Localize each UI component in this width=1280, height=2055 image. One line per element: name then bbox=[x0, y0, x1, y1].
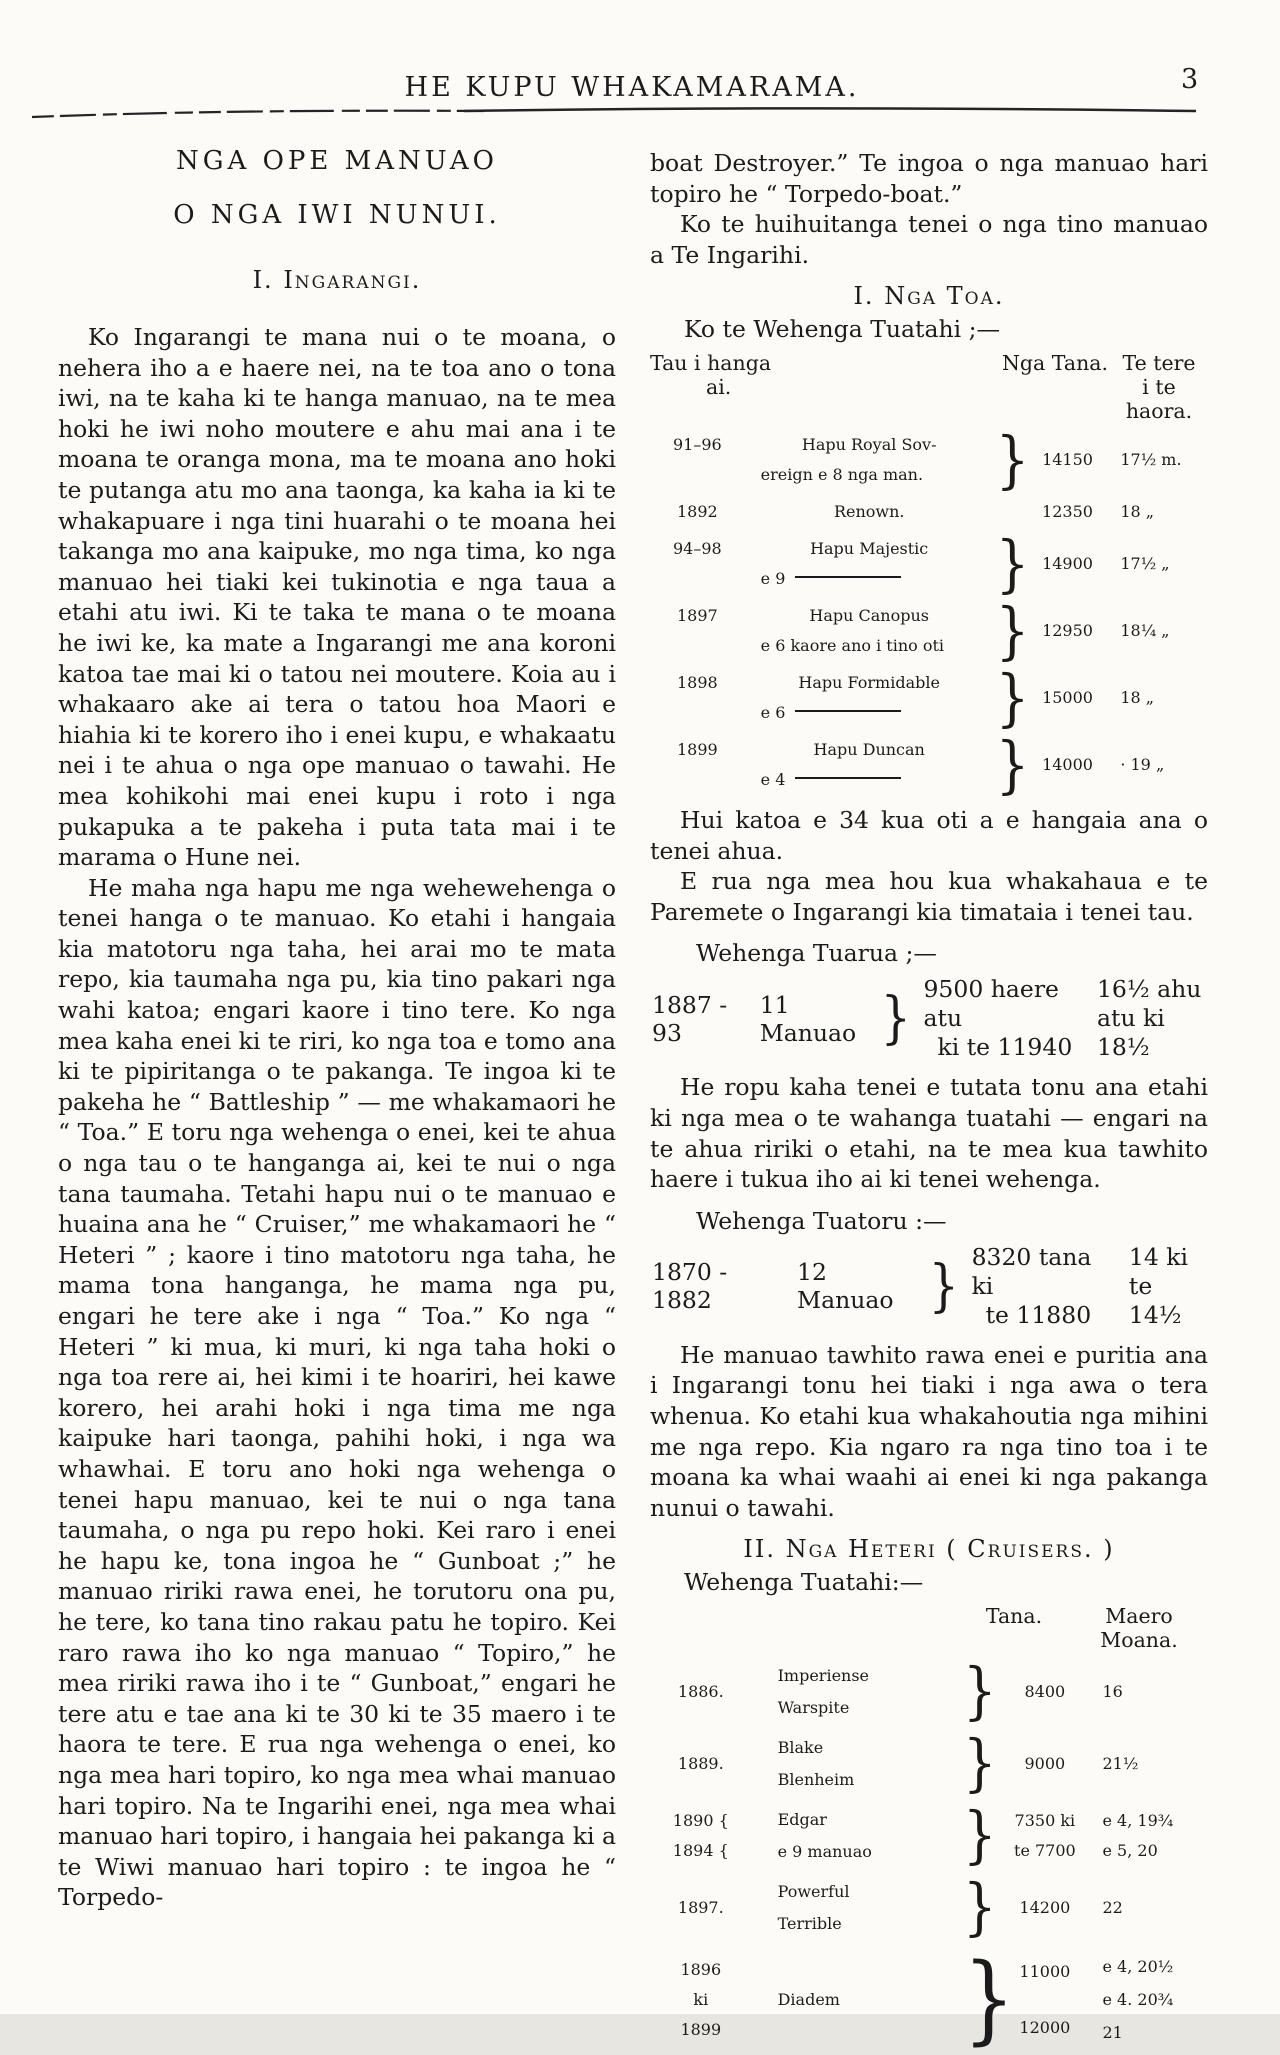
table-row bbox=[650, 593, 1208, 667]
speed-value: 18¼ „ bbox=[1120, 621, 1170, 641]
left-column bbox=[58, 140, 616, 2052]
range-values: e 4, 19¾ e 5, 20 bbox=[1102, 1810, 1174, 1860]
paragraph: He ropu kaha tenei e tutata tonu ana etahi ki nga mea o te wahanga tuatahi — engari na te ahua ririki o etahi, na te mea kua tawhito haere i tukua iho ai ki tenei wehenga. bbox=[650, 1073, 1208, 1194]
year-built: 1898 bbox=[676, 672, 718, 692]
header-spacer bbox=[650, 1604, 955, 1652]
brace-glyph: } bbox=[963, 1726, 997, 1800]
table-row bbox=[650, 1798, 1208, 1872]
paragraph: Ko Ingarangi te mana nui o te moana, o nehera iho a e haere nei, na te toa ano o tona iwi, na te kaha ki te hanga manuao, na te mea hoki he iwi noho moutere e ahu mai ana i te moana te oranga mona, ma te moana ano hoki te putanga atu mo ana taonga, ka kaha ia ki te whakapuare i nga tini huarahi o te moana hei takanga mo ana kaipuke, mo nga tima, ko nga manuao hei tiaki kei tukinotia e nga taua a etahi atu iwi. Ki te taka te mana o te moana he iwi ke, ka mate a Ingarangi me ana koroni katoa tae mai ki o tatou nei moutere. Koia au i whakaaro ake ai tera o tatou hoa Maori e hiahia ki te korero iho i enei kupu, e whakaatu nei i te ahua o nga ope manuao o tawahi. He mea kohikohi mai enei kupu i roto i nga pukapuka a te pakeha i puta tata mai i te marama o Hune nei. bbox=[58, 323, 616, 872]
table-row bbox=[650, 660, 1208, 734]
subheading-wehenga-tuatahi: Ko te Wehenga Tuatahi ;— bbox=[684, 315, 1001, 344]
tons-values: 11000 12000 bbox=[1019, 1961, 1071, 2037]
table-row bbox=[650, 1654, 1208, 1728]
text-columns bbox=[58, 140, 1208, 2055]
ship-class: Hapu Formidable e 6 bbox=[760, 672, 940, 722]
table-row bbox=[650, 526, 1208, 600]
article-title-line-2: O NGA IWI NUNUI. bbox=[173, 200, 501, 230]
year-built: 94–98 bbox=[672, 538, 722, 558]
column-header-speed: Te tere i te haora. bbox=[1122, 350, 1196, 423]
range-value: 16 bbox=[1102, 1681, 1123, 1701]
paragraph: E rua nga mea hou kua whakahaua e te Paremete o Ingarangi kia timataia i tenei tau. bbox=[650, 867, 1208, 926]
paragraph: Hui katoa e 34 kua oti a e hangaia ana o tenei ahua. bbox=[650, 805, 1208, 865]
table-row bbox=[650, 422, 1208, 496]
masthead-title: HE KUPU WHAKAMARAMA. bbox=[404, 72, 860, 103]
tons-value: 12350 bbox=[1042, 502, 1093, 522]
brace-glyph: } bbox=[995, 526, 1030, 600]
ship-names: Diadem bbox=[777, 1989, 840, 2009]
rule-line bbox=[795, 710, 901, 712]
table-row bbox=[650, 1943, 1208, 2055]
brace-glyph: } bbox=[963, 1943, 1016, 2055]
brace-glyph: } bbox=[880, 986, 911, 1052]
brace-glyph: } bbox=[995, 422, 1030, 496]
section-heading-ingarangi: I. Ingarangi. bbox=[252, 266, 422, 294]
year-built: 1897 bbox=[676, 605, 718, 625]
paragraph: Ko te huihuitanga tenei o nga tino manuao a Te Ingarihi. bbox=[650, 210, 1208, 269]
brace-glyph: } bbox=[928, 1253, 959, 1319]
ship-class: Hapu Majestic e 9 bbox=[760, 538, 929, 588]
tons-value: 12950 bbox=[1042, 621, 1093, 641]
column-header-tons: Nga Tana. bbox=[1001, 350, 1109, 375]
tons-value: 9000 bbox=[1024, 1753, 1066, 1773]
speed-range: 16½ ahu atu ki 18½ bbox=[1096, 975, 1202, 1062]
section-heading-nga-heteri: II. Nga Heteri ( Cruisers. ) bbox=[743, 1535, 1115, 1564]
right-column bbox=[650, 140, 1208, 2055]
subheading-wehenga-tuatoru: Wehenga Tuatoru :— bbox=[696, 1206, 947, 1235]
tons-value: 15000 bbox=[1042, 688, 1093, 708]
tons-value: 14150 bbox=[1042, 450, 1093, 470]
header-rule bbox=[24, 102, 1209, 124]
speed-value: 17½ m. bbox=[1120, 450, 1182, 470]
page-number: 3 bbox=[1181, 64, 1199, 95]
paragraph: He maha nga hapu me nga wehewehenga o tenei hanga o te manuao. Ko etahi i hangaia kia matotoru nga taha, hei arai mo te mata repo, kia taumaha nga pu, kia tino pakari nga wahi katoa; engari kaore i tino tere. Ko nga mea kaha enei ki te riri, ko nga toa e tomo ana ki te pipiritanga o te pakanga. Te ingoa ki te pakeha he “ Battleship ” — me whakamaori he “ Toa.” E toru nga wehenga o enei, kei te ahua o nga tau o te hanganga ai, kei te nui o nga tana taumaha. Tetahi hapu nui o te manuao e huaina ana he “ Cruiser,” me whakamaori he “ Heteri ” ; kaore i tino matotoru nga taha, he mama tona hanganga, he mama nga pu, engari he tere ake i nga “ Toa.” Ko nga “ Heteri ” ki mua, ki muri, ki nga taha hoki o nga toa rere ai, hei kimi i te hoariri, hei kawe korero, hei arahi hoki i nga tima me nga kaipuke hari taonga, pahihi hoki, i nga wa whawhai. E toru ano hoki nga wehenga o tenei hapu manuao, kei te nui o nga tana taumaha, o nga pu repo hoki. Kei raro i enei he hapu ke, tona ingoa he “ Gunboat ;” he manuao ririki rawa enei, he torutoru ona pu, he tere, ko tana tino rakau patu he topiro. Kei raro rawa iho ko nga manuao “ Topiro,” he mea ririki rawa iho i te “ Gunboat,” engari he tere atu e tae ana ki te 30 ki te 35 maero i te haora te tere. E rua nga wehenga o enei, ko nga mea hari topiro, ko nga mea whai manuao hari topiro. Na te Ingarihi enei, nga mea whai manuao hari topiro, i hangaia hei pakanga ki a te Wiwi manuao hari topiro : te ingoa he “ Torpedo- bbox=[58, 873, 616, 1912]
speed-range: 14 ki te 14½ bbox=[1128, 1242, 1189, 1329]
ship-names: Imperiense Warspite bbox=[777, 1665, 870, 1717]
brace-glyph: } bbox=[963, 1654, 997, 1728]
battleship-table-header bbox=[650, 351, 1208, 423]
tons-value: 14900 bbox=[1042, 554, 1093, 574]
ship-class: Hapu Duncan e 4 bbox=[760, 739, 925, 789]
article-title-line-1: NGA OPE MANUAO bbox=[176, 146, 498, 176]
paragraph-continuation: boat Destroyer.” Te ingoa o nga manuao hari topiro he “ Torpedo-boat.” bbox=[650, 149, 1208, 208]
section-heading-nga-toa: I. Nga Toa. bbox=[853, 282, 1005, 311]
cruiser-table-header bbox=[650, 1604, 1208, 1652]
paragraph: He manuao tawhito rawa enei e puritia ana i Ingarangi tonu hei tiaki i nga awa o tera whenua. Ko etahi kua whakahoutia nga mihini me nga repo. Kia ngaro ra nga tino toa i te moana ka whai waahi ai enei ki nga pakanga nunui o tawahi. bbox=[650, 1340, 1208, 1522]
table-row bbox=[650, 1870, 1208, 1944]
ship-class: Renown. bbox=[833, 501, 905, 521]
range-values: e 4, 20½ e 4. 20¾ 21 bbox=[1102, 1957, 1174, 2043]
year-built: 91–96 bbox=[672, 434, 722, 454]
year-range: 1887 - 93 bbox=[652, 990, 728, 1047]
ship-count: 11 Manuao bbox=[759, 990, 857, 1047]
ship-class: Hapu Royal Sov- ereign e 8 nga man. bbox=[760, 434, 937, 484]
year-built: 1896 ki 1899 bbox=[680, 1959, 722, 2039]
brace-glyph: } bbox=[963, 1870, 997, 1944]
table-row bbox=[650, 1243, 1208, 1330]
speed-value: 18 „ bbox=[1120, 502, 1155, 522]
tons-value: 14000 bbox=[1042, 755, 1093, 775]
column-header-tons: Tana. bbox=[985, 1603, 1043, 1628]
table-row bbox=[650, 1726, 1208, 1800]
subheading-wehenga-tuatahi-2: Wehenga Tuatahi:— bbox=[684, 1568, 924, 1597]
ship-names: Powerful Terrible bbox=[777, 1881, 850, 1933]
ship-class: Hapu Canopus e 6 kaore ano i tino oti bbox=[760, 605, 945, 655]
tons-range: 8320 tana ki te 11880 bbox=[971, 1242, 1092, 1329]
brace-glyph: } bbox=[995, 593, 1030, 667]
table-row bbox=[650, 975, 1208, 1062]
speed-value: 18 „ bbox=[1120, 688, 1155, 708]
ship-names: Blake Blenheim bbox=[777, 1737, 855, 1789]
year-built: 1892 bbox=[676, 501, 718, 521]
year-range: 1870 - 1882 bbox=[652, 1258, 728, 1315]
year-built: 1897. bbox=[677, 1897, 724, 1917]
tons-value: 8400 bbox=[1024, 1681, 1066, 1701]
table-row bbox=[650, 497, 1208, 527]
brace-glyph: } bbox=[995, 660, 1030, 734]
table-row bbox=[650, 727, 1208, 801]
ship-count: 12 Manuao bbox=[797, 1258, 894, 1315]
tons-value: 14200 bbox=[1019, 1897, 1071, 1917]
ship-names: Edgar e 9 manuao bbox=[777, 1809, 872, 1861]
year-built: 1890 { 1894 { bbox=[672, 1810, 729, 1860]
speed-value: · 19 „ bbox=[1120, 755, 1165, 775]
year-built: 1886. bbox=[677, 1681, 724, 1701]
brace-glyph: } bbox=[995, 727, 1030, 801]
rule-line bbox=[795, 576, 901, 578]
brace-glyph: } bbox=[963, 1798, 997, 1872]
range-value: 21½ bbox=[1102, 1753, 1139, 1773]
column-header-range: Maero Moana. bbox=[1100, 1603, 1178, 1652]
year-built: 1899 bbox=[676, 739, 718, 759]
tons-values: 7350 ki te 7700 bbox=[1014, 1810, 1076, 1860]
column-header-year: Tau i hanga ai. bbox=[650, 350, 772, 399]
rule-line bbox=[795, 777, 901, 779]
tons-range: 9500 haere atu ki te 11940 bbox=[923, 975, 1073, 1062]
subheading-wehenga-tuarua: Wehenga Tuarua ;— bbox=[696, 939, 937, 968]
year-built: 1889. bbox=[677, 1753, 724, 1773]
speed-value: 17½ „ bbox=[1120, 554, 1170, 574]
range-value: 22 bbox=[1102, 1897, 1123, 1917]
